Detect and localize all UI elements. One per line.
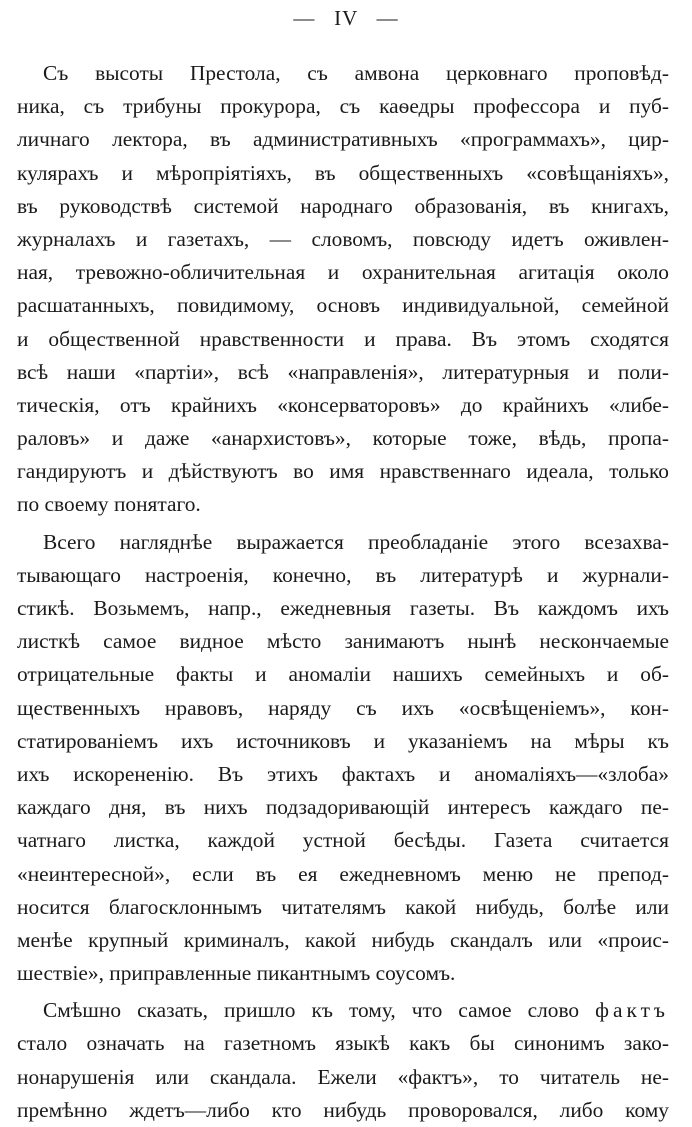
- text-line: по своему понятаго.: [17, 492, 201, 517]
- text-line: стикѣ. Возьмемъ, напр., ежедневныя газеты. Въ каждомъ ихъ: [17, 596, 669, 620]
- text-line: гандируютъ и дѣйствуютъ во имя нравственнаго идеала, только: [17, 459, 669, 484]
- text-line: стало означать на газетномъ языкѣ какъ бы синонимъ зако-: [17, 1031, 669, 1056]
- text-line: менѣе крупный криминалъ, какой нибудь скандалъ или «проис-: [17, 927, 669, 952]
- text-line: щественныхъ нравовъ, наряду съ ихъ «освѣщеніемъ», кон-: [17, 695, 669, 720]
- text-line: журналахъ и газетахъ, — словомъ, повсюду идетъ оживлен-: [17, 226, 669, 251]
- text-line: личнаго лектора, въ административныхъ «программахъ», цир-: [17, 127, 669, 152]
- text-line: расшатанныхъ, повидимому, основъ индивидуальной, семейной: [17, 293, 669, 318]
- text-line-start: Смѣшно сказать, пришло къ тому, что самое слово: [43, 998, 596, 1023]
- text-line: всѣ наши «партіи», всѣ «направленія», литературныя и поли-: [17, 359, 669, 384]
- text-line: [17, 994, 669, 1027]
- text-line: шествіе», приправленные пикантнымъ соусомъ.: [17, 961, 456, 986]
- page-number: — IV —: [293, 6, 399, 30]
- text-line: раловъ» и даже «анархистовъ», которые тоже, вѣдь, пропа-: [17, 426, 669, 451]
- text-line: премѣнно ждетъ—либо кто нибудь проворовался, либо кому: [17, 1097, 669, 1122]
- text-line: Всего нагляднѣе выражается преобладаніе этого всезахва-: [43, 529, 669, 554]
- body-text: [17, 57, 669, 1127]
- text-line: статированіемъ ихъ источниковъ и указаніемъ на мѣры къ: [17, 728, 669, 753]
- text-line: носится благосклоннымъ читателямъ какой нибудь, болѣе или: [17, 894, 669, 919]
- text-line: въ руководствѣ системой народнаго образованія, въ книгахъ,: [17, 193, 669, 218]
- text-line: чатнаго листка, каждой устной бесѣды. Газета считается: [17, 828, 669, 853]
- emphasized-word: фактъ: [595, 998, 669, 1023]
- text-line: ихъ искорененію. Въ этихъ фактахъ и аномаліяхъ—«злоба»: [17, 761, 669, 786]
- text-line: кулярахъ и мѣропріятіяхъ, въ общественныхъ «совѣщаніяхъ»,: [17, 160, 669, 185]
- text-line: ника, съ трибуны прокурора, съ каѳедры профессора и пуб-: [17, 94, 669, 119]
- text-line: отрицательные факты и аномаліи нашихъ семейныхъ и об-: [17, 662, 669, 687]
- text-line: и общественной нравственности и права. Въ этомъ сходятся: [17, 326, 669, 351]
- text-line: «неинтересной», если въ ея ежедневномъ меню не препод-: [17, 861, 669, 886]
- text-line: ная, тревожно-обличительная и охранительная агитація около: [17, 260, 669, 285]
- text-line: каждаго дня, въ нихъ подзадоривающій интересъ каждаго пе-: [17, 795, 669, 820]
- text-line: тывающаго настроенія, конечно, въ литературѣ и журнали-: [17, 562, 669, 587]
- text-line: нонарушенія или скандала. Ежели «фактъ», то читатель не-: [17, 1064, 669, 1089]
- text-line: тическія, отъ крайнихъ «консерваторовъ» до крайнихъ «либе-: [17, 392, 669, 417]
- text-line: Съ высоты Престола, съ амвона церковнаго проповѣд-: [43, 61, 669, 85]
- text-line: листкѣ самое видное мѣсто занимаютъ нынѣ нескончаемые: [17, 629, 669, 654]
